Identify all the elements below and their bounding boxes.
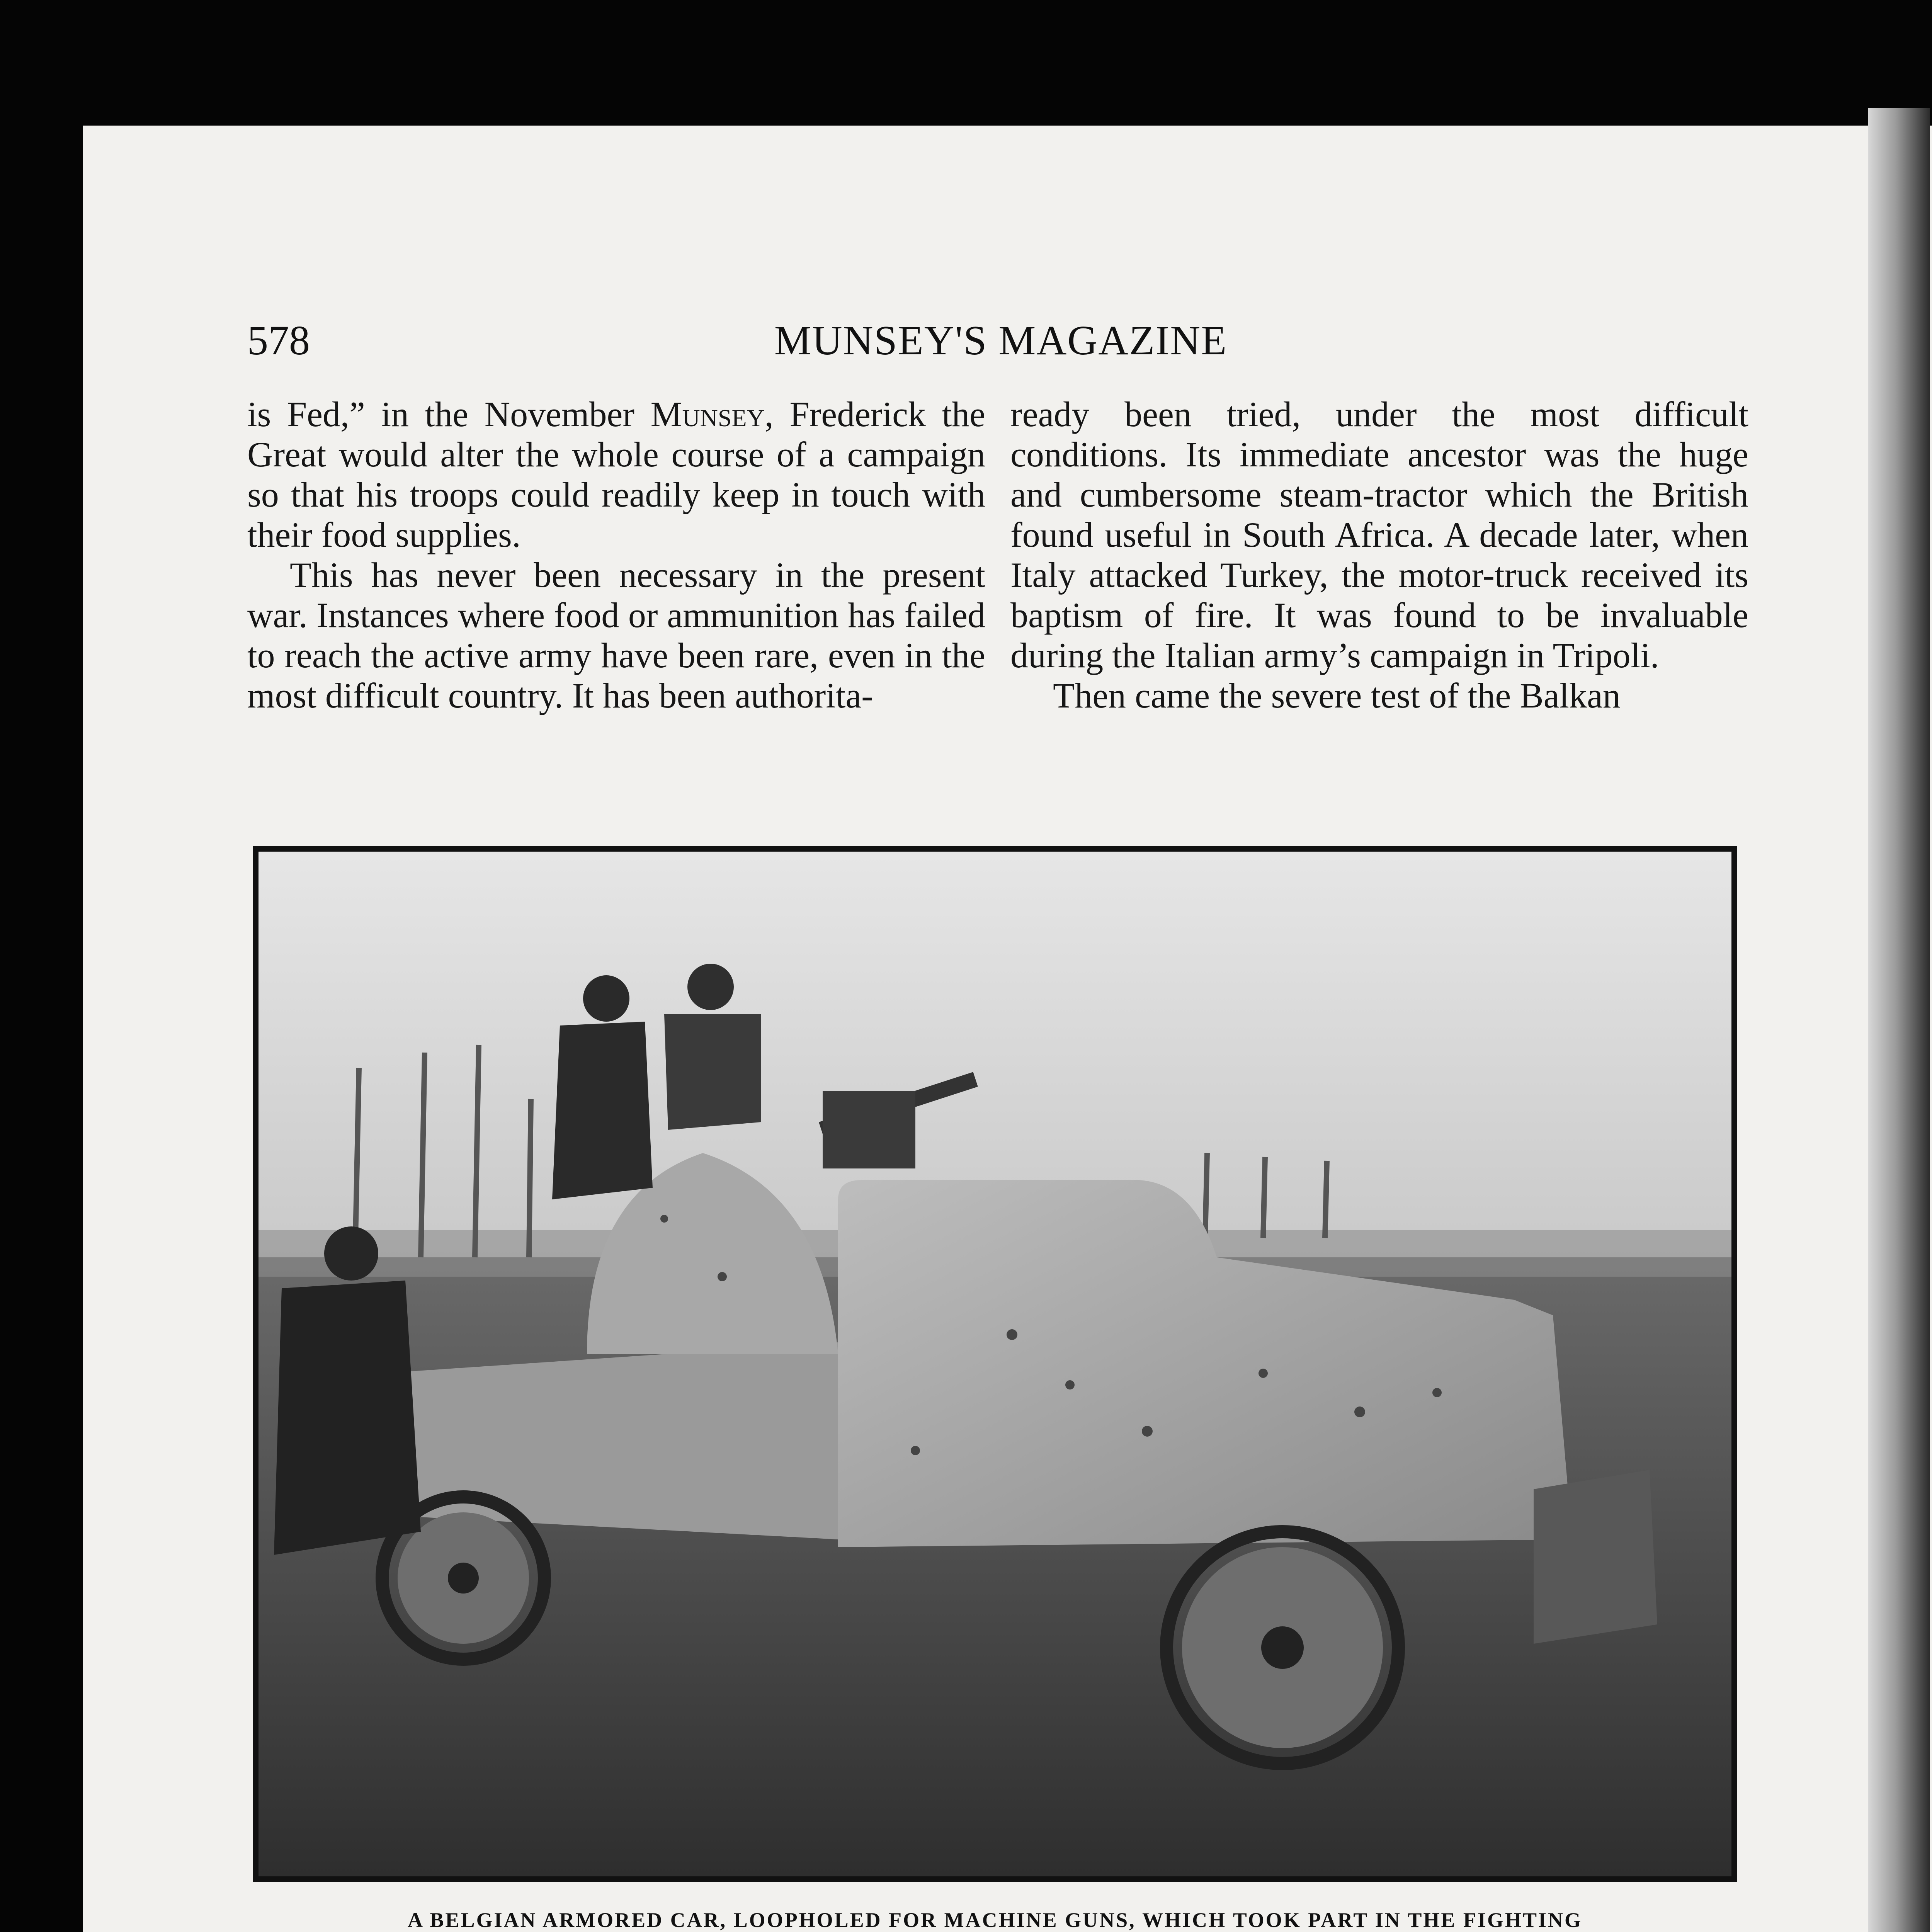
- paragraph: is Fed,” in the November Munsey, Frederick the Great would alter the whole course of a campaign so that his troops could readily keep in touch with their food supplies.: [247, 395, 985, 554]
- page-header: [247, 317, 1754, 371]
- paragraph: Then came the severe test of the Balkan: [1053, 676, 1621, 715]
- paragraph: ready been tried, under the most difficult conditions. Its immediate ancestor was the huge and cumbersome steam-tractor which the British found useful in South Africa. A decade later, when Italy attacked Turkey, the motor-truck received its baptism of fire. It was found to be invaluable during the Italian army’s campaign in Tripoli.: [1010, 395, 1748, 675]
- munsey-small-caps: Munsey: [650, 395, 765, 434]
- top-left-column: [247, 394, 985, 716]
- caption-line-1: A BELGIAN ARMORED CAR, LOOPHOLED FOR MACHINE GUNS, WHICH TOOK PART IN THE FIGHTING: [408, 1908, 1582, 1932]
- magazine-title: MUNSEY'S MAGAZINE: [774, 318, 1228, 364]
- book-spine: [1868, 108, 1930, 1932]
- top-right-column: [1010, 394, 1748, 716]
- armored-car-illustration: [259, 852, 1731, 1876]
- page-number: 578: [247, 318, 310, 364]
- armored-car-photograph: [253, 846, 1737, 1882]
- paragraph: This has never been necessary in the present war. Instances where food or ammunition has failed to reach the active army have been rare, even in the most difficult country. It has been authorita-: [247, 555, 985, 715]
- photo-caption: [270, 1905, 1719, 1932]
